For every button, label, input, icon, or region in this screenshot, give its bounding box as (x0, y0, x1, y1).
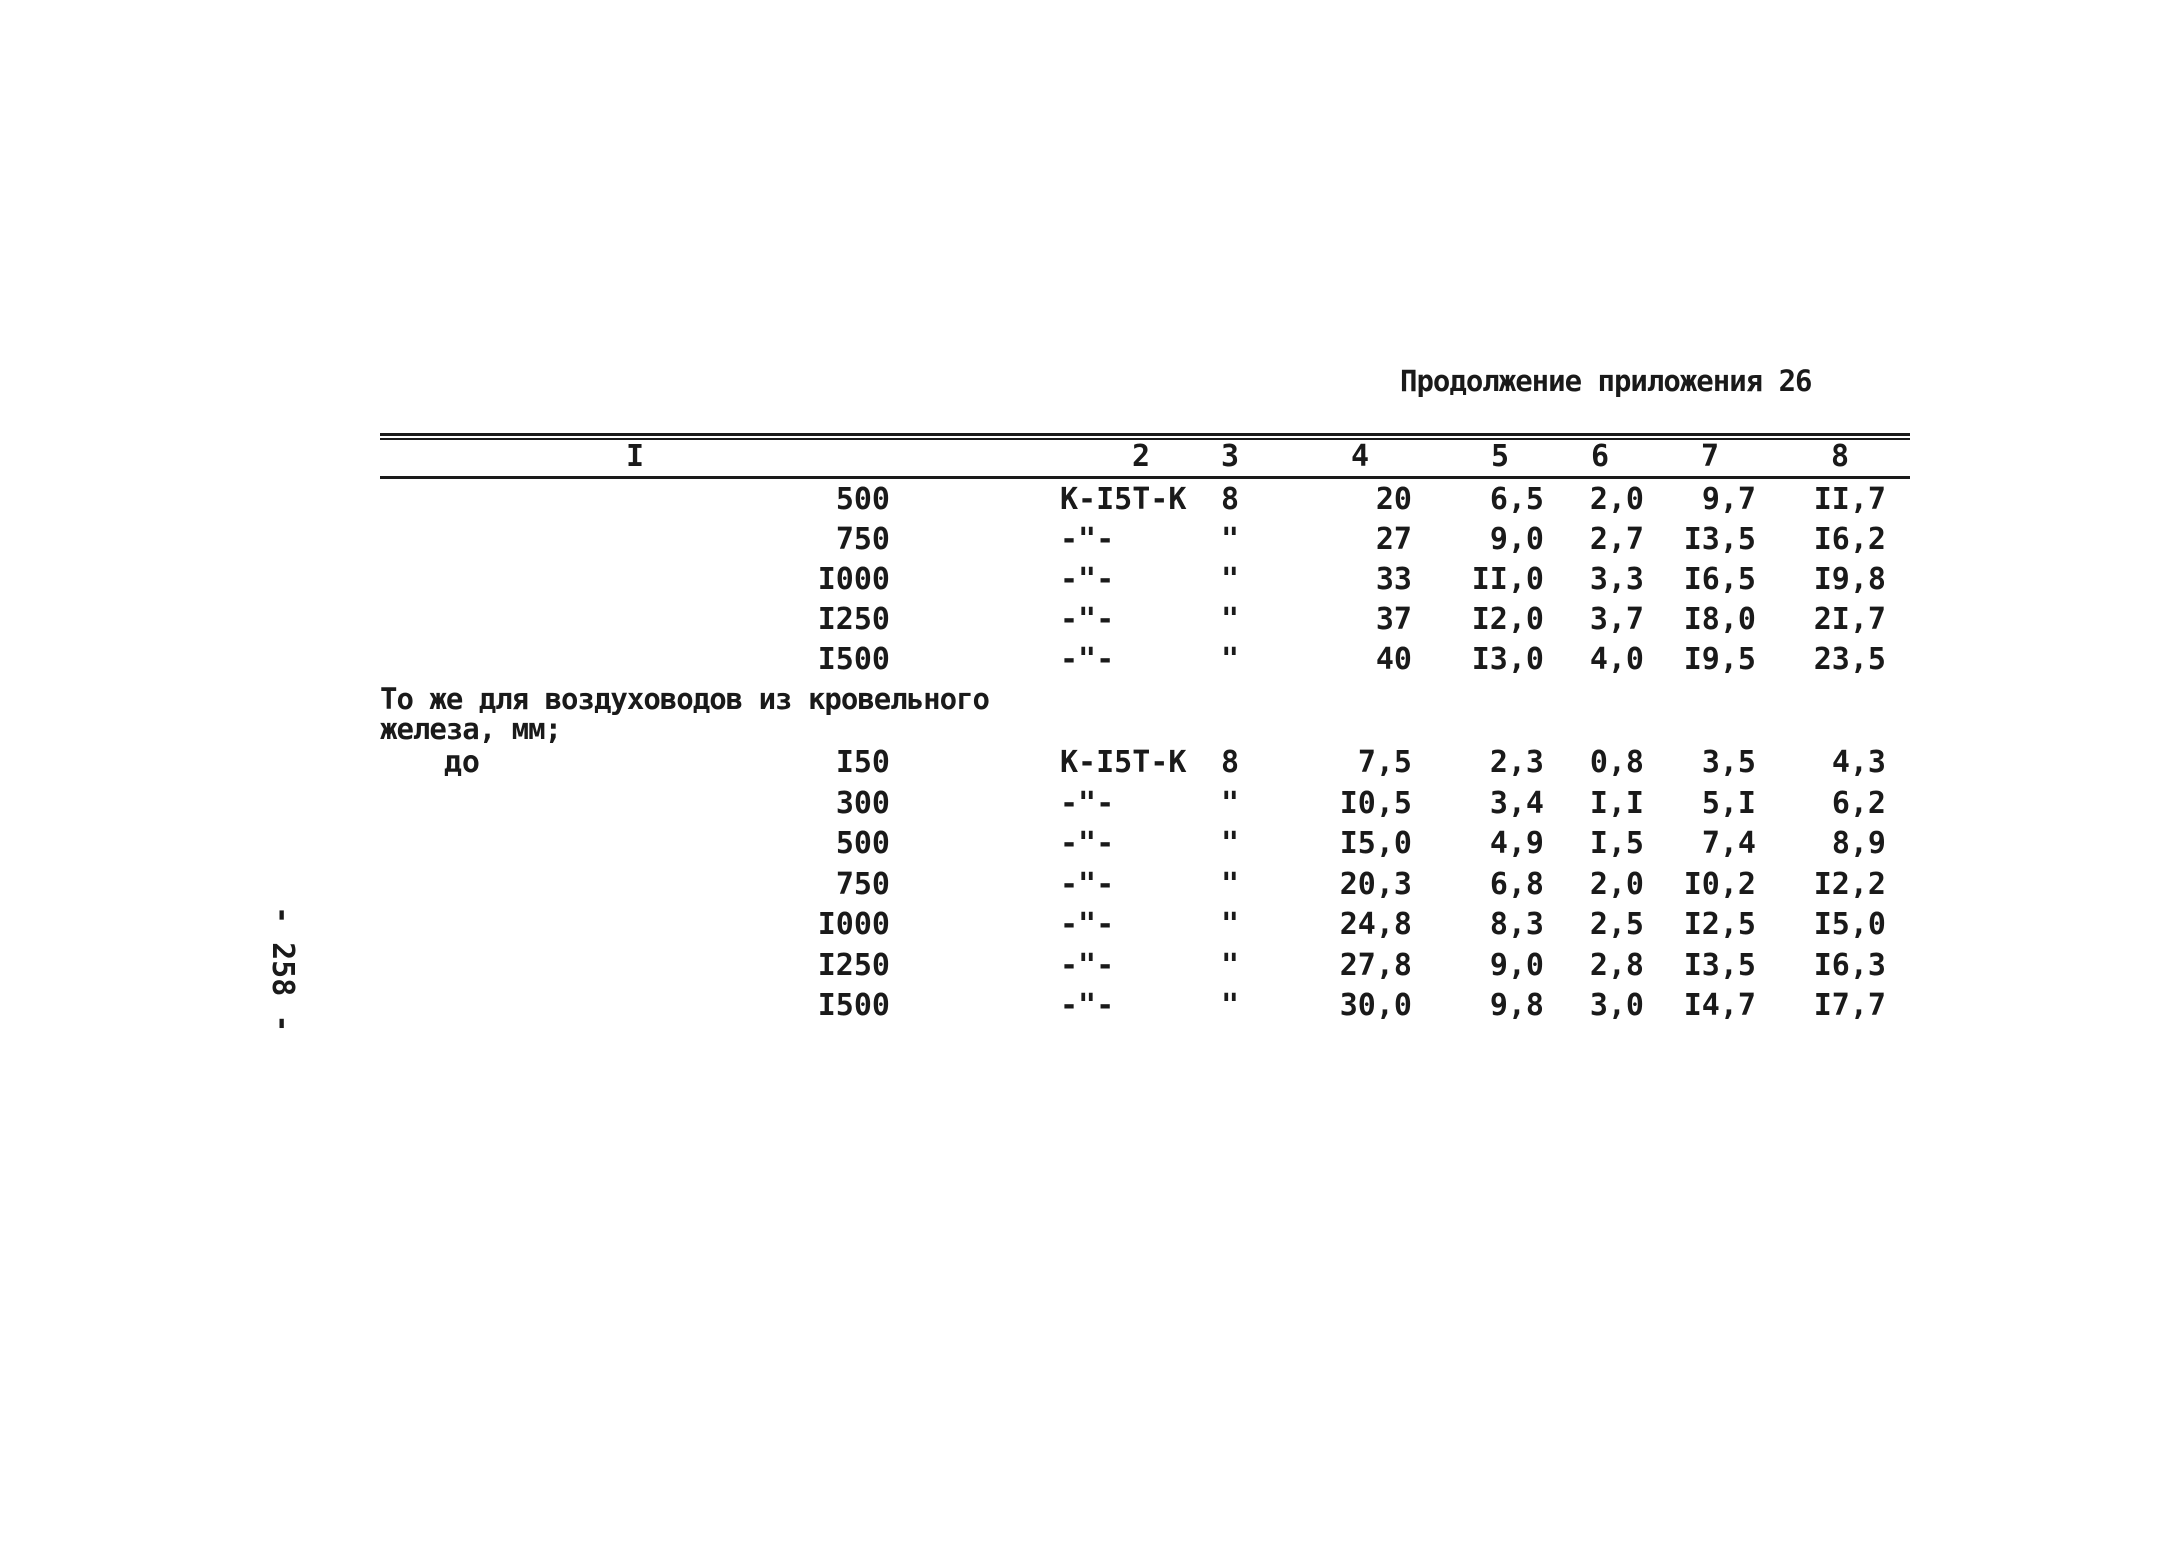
header-col-5: 5 (1490, 439, 1510, 474)
table-cell-col-8: 6,2 (1831, 785, 1886, 821)
table-cell-col-8: I2,2 (1813, 866, 1886, 902)
table-cell-col-2: -"- (1060, 522, 1115, 557)
table-cell-col-3: " (1220, 907, 1240, 942)
table-cell-col-1: 500 (835, 482, 890, 517)
table-cell-col-5: 6,8 (1489, 866, 1544, 902)
table-cell-col-6: I,5 (1589, 826, 1644, 861)
table-cell-col-4: 30,0 (1339, 988, 1412, 1023)
table-cell-col-2: -"- (1060, 907, 1115, 942)
table-cell-col-7: I0,2 (1683, 866, 1756, 902)
table-cell-col-6: 2,0 (1589, 866, 1644, 902)
table-cell-col-6: 2,7 (1589, 522, 1644, 557)
table-cell-col-7: I2,5 (1683, 907, 1756, 942)
table-cell-col-8: I6,3 (1813, 947, 1886, 983)
table-cell-col-6: 2,8 (1589, 947, 1644, 983)
table-cell-col-1: I000 (817, 562, 890, 597)
table-cell-col-4: I0,5 (1339, 785, 1412, 821)
table-cell-col-7: 3,5 (1701, 745, 1756, 780)
table-cell-col-4: 24,8 (1339, 907, 1412, 942)
table-cell-col-2: -"- (1060, 826, 1115, 861)
table-cell-col-8: I6,2 (1813, 522, 1886, 557)
table-cell-col-8: 4,3 (1831, 745, 1886, 780)
table-cell-col-2: -"- (1060, 785, 1115, 821)
table-cell-col-1: I500 (817, 642, 890, 677)
table-cell-col-6: 2,5 (1589, 907, 1644, 942)
table-cell-col-8: I9,8 (1813, 562, 1886, 597)
table-cell-col-2: -"- (1060, 602, 1115, 637)
section-title: То же для воздуховодов из кровельного железа, мм; (380, 682, 990, 746)
table-cell-col-4: I5,0 (1339, 826, 1412, 861)
table-cell-col-3: " (1220, 866, 1240, 902)
table-cell-col-6: 3,3 (1589, 562, 1644, 597)
table-cell-col-1: 300 (835, 785, 890, 821)
table-cell-col-6: 3,0 (1589, 988, 1644, 1023)
table-cell-col-5: 2,3 (1489, 745, 1544, 780)
table-cell-col-2: -"- (1060, 866, 1115, 902)
table-cell-col-3: " (1220, 642, 1240, 677)
table-cell-col-3: 8 (1220, 482, 1240, 517)
table-cell-col-2: -"- (1060, 988, 1115, 1023)
header-col-2: 2 (1131, 439, 1150, 474)
table-cell-col-5: 8,3 (1489, 907, 1544, 942)
header-col-7: 7 (1700, 439, 1720, 474)
table-cell-col-5: I3,0 (1471, 642, 1544, 677)
table-cell-col-4: 20 (1375, 482, 1412, 517)
table-cell-col-6: 0,8 (1589, 745, 1644, 780)
table-cell-col-8: 23,5 (1813, 642, 1886, 677)
table-cell-col-4: 20,3 (1339, 866, 1412, 902)
table-cell-col-5: 9,0 (1489, 947, 1544, 983)
table-cell-col-7: 7,4 (1701, 826, 1756, 861)
table-cell-col-4: 7,5 (1357, 745, 1412, 780)
table-cell-col-2: -"- (1060, 642, 1115, 677)
table-cell-col-5: 3,4 (1489, 785, 1544, 821)
table-cell-col-1: 750 (835, 522, 890, 557)
table-cell-col-6: 4,0 (1589, 642, 1644, 677)
table-cell-col-2: -"- (1060, 947, 1115, 983)
table-cell-col-4: 40 (1375, 642, 1412, 677)
table-cell-col-6: 2,0 (1589, 482, 1644, 517)
header-col-6: 6 (1590, 439, 1610, 474)
header-col-1: I (625, 439, 645, 474)
table-cell-col-4: 33 (1375, 562, 1412, 597)
table-cell-col-3: " (1220, 522, 1240, 557)
table-cell-col-5: 6,5 (1489, 482, 1544, 517)
header-col-3: 3 (1220, 439, 1240, 474)
table-cell-col-3: " (1220, 826, 1240, 861)
table-cell-col-1: I000 (817, 907, 890, 942)
table-cell-col-4: 27 (1375, 522, 1412, 557)
table-cell-col-6: I,I (1589, 785, 1644, 821)
table-cell-col-7: 9,7 (1701, 482, 1756, 517)
table-cell-col-7: 5,I (1701, 785, 1756, 821)
table-cell-col-1: 750 (835, 866, 890, 902)
table-cell-col-1: 500 (835, 826, 890, 861)
table-cell-col-8: II,7 (1813, 482, 1886, 517)
table-cell-col-5: 9,0 (1489, 522, 1544, 557)
row-prefix-label: до (443, 745, 480, 780)
table-cell-col-5: I2,0 (1471, 602, 1544, 637)
table-cell-col-7: I6,5 (1683, 562, 1756, 597)
table-header-rule (380, 476, 1910, 479)
table-top-rule (380, 433, 1910, 436)
table-cell-col-3: " (1220, 602, 1240, 637)
table-cell-col-2: -"- (1060, 562, 1115, 597)
table-cell-col-8: I7,7 (1813, 988, 1886, 1023)
table-cell-col-4: 37 (1375, 602, 1412, 637)
table-cell-col-3: " (1220, 988, 1240, 1023)
table-cell-col-3: " (1220, 947, 1240, 983)
table-cell-col-2: К-I5Т-К (1060, 745, 1187, 780)
table-cell-col-3: " (1220, 562, 1240, 597)
table-cell-col-5: II,0 (1471, 562, 1544, 597)
table-cell-col-3: 8 (1220, 745, 1240, 780)
table-cell-col-8: I5,0 (1813, 907, 1886, 942)
header-col-8: 8 (1830, 439, 1850, 474)
table-cell-col-5: 4,9 (1489, 826, 1544, 861)
table-cell-col-3: " (1220, 785, 1240, 821)
table-cell-col-5: 9,8 (1489, 988, 1544, 1023)
table-cell-col-1: I500 (817, 988, 890, 1023)
table-cell-col-7: I4,7 (1683, 988, 1756, 1023)
table-cell-col-7: I3,5 (1683, 522, 1756, 557)
page-number: - 258 - (265, 906, 300, 1033)
table-cell-col-7: I9,5 (1683, 642, 1756, 677)
table-cell-col-8: 2I,7 (1813, 602, 1886, 637)
table-cell-col-8: 8,9 (1831, 826, 1886, 861)
table-cell-col-7: I3,5 (1683, 947, 1756, 983)
table-cell-col-7: I8,0 (1683, 602, 1756, 637)
table-cell-col-6: 3,7 (1589, 602, 1644, 637)
table-cell-col-1: I250 (817, 947, 890, 983)
table-cell-col-1: I50 (835, 745, 890, 780)
table-cell-col-2: К-I5Т-К (1060, 482, 1187, 517)
header-col-4: 4 (1350, 439, 1370, 474)
table-cell-col-1: I250 (817, 602, 890, 637)
caption: Продолжение приложения 26 (1400, 364, 1812, 398)
table-cell-col-4: 27,8 (1339, 947, 1412, 983)
